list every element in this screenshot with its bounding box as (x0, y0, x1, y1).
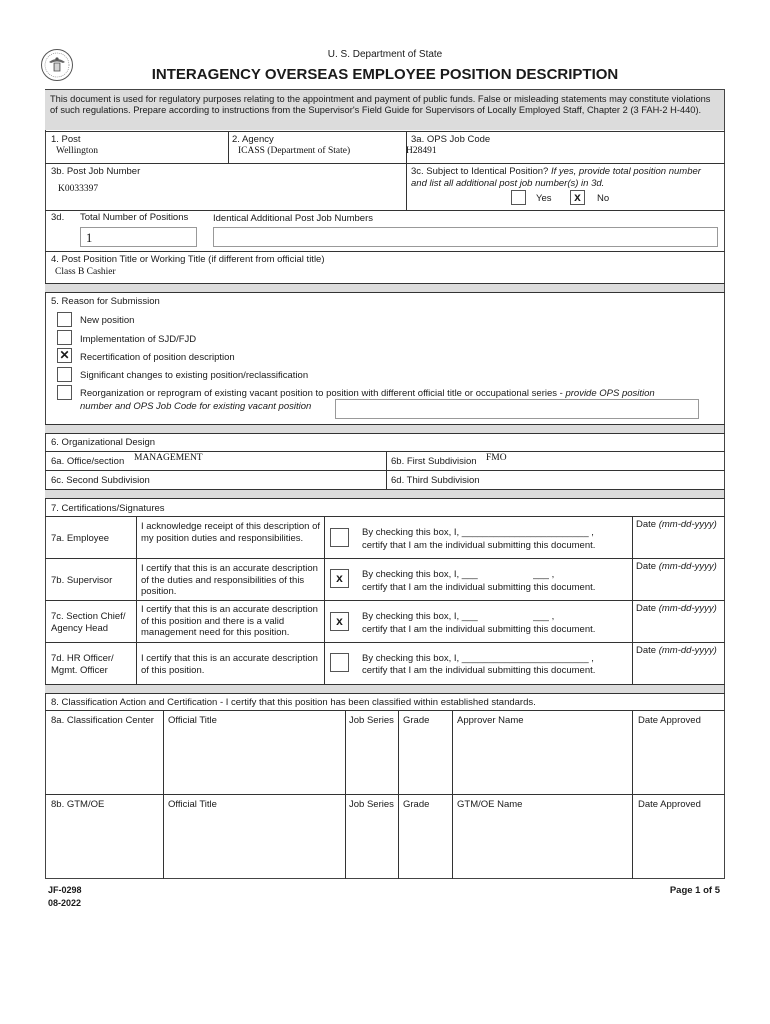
supervisor-certify-statement: certify that I am the individual submitting this document. (362, 582, 596, 593)
date-approved-b-label: Date Approved (638, 799, 701, 810)
post-job-number-label: 3b. Post Job Number (51, 166, 141, 177)
office-section-value[interactable]: MANAGEMENT (134, 453, 203, 463)
reason-reorganization-label: Reorganization or reprogram of existing vacant position to position with different official title or occupational series - provide OPS position (80, 388, 655, 399)
grade-a-label: Grade (403, 715, 430, 726)
org-design-label: 6. Organizational Design (51, 437, 156, 448)
hr-officer-description: I certify that this is an accurate description of this position. (141, 653, 318, 676)
job-series-b-label: Job Series (349, 799, 394, 810)
post-label: 1. Post (51, 134, 81, 145)
employee-certify-line: By checking this box, I, ________________________ , (362, 527, 594, 538)
job-series-a-label: Job Series (349, 715, 394, 726)
reason-sjd-fjd-checkbox[interactable] (57, 330, 72, 345)
reason-new-position-label: New position (80, 315, 135, 326)
post-value[interactable]: Wellington (56, 146, 98, 156)
first-subdivision-label: 6b. First Subdivision (391, 456, 477, 467)
identical-no-label: No (597, 193, 610, 204)
section-chief-certify-statement: certify that I am the individual submitting this document. (362, 624, 596, 635)
intro-text: This document is used for regulatory purposes relating to the appointment and payment of public funds. False or misleading statements may constitute violations of such regulations. Prepare according to instructions from the Supervisor's Field Guide for Supervisors of Locally Employed Staff, Chapter 2 (3 FAH-2 H-440). (50, 94, 711, 115)
spacer-band (45, 490, 724, 498)
reason-reorganization-checkbox[interactable] (57, 385, 72, 400)
certifications-label: 7. Certifications/Signatures (51, 503, 165, 514)
employee-date-label: Date (mm-dd-yyyy) (636, 519, 717, 530)
reason-reorganization-hint: number and OPS Job Code for existing vacant position (80, 401, 312, 412)
form-number: JF-0298 (48, 885, 82, 895)
second-subdivision-label: 6c. Second Subdivision (51, 475, 150, 486)
spacer-band (45, 425, 724, 433)
post-job-number-value[interactable]: K0033397 (58, 184, 99, 194)
grade-b-label: Grade (403, 799, 430, 810)
supervisor-certify-checkbox[interactable]: x (330, 569, 349, 588)
reason-new-position-checkbox[interactable] (57, 312, 72, 327)
section-chief-certify-checkbox[interactable]: x (330, 612, 349, 631)
classification-label: 8. Classification Action and Certification - I certify that this position has been classified within established standards. (51, 697, 536, 708)
page-number: Page 1 of 5 (669, 885, 720, 896)
hr-officer-role: 7d. HR Officer/ Mgmt. Officer (51, 653, 114, 676)
office-section-label: 6a. Office/section (51, 456, 125, 467)
classification-center-label: 8a. Classification Center (51, 715, 154, 726)
first-subdivision-value[interactable]: FMO (486, 453, 507, 463)
reason-recertification-label: Recertification of position description (80, 352, 235, 363)
section-chief-description: I certify that this is an accurate description of this position and there is a valid management need for this position. (141, 604, 318, 638)
section-3d-label: 3d. (51, 212, 65, 223)
position-title-value[interactable]: Class B Cashier (55, 267, 116, 277)
section-chief-role: 7c. Section Chief/ Agency Head (51, 611, 126, 634)
section-chief-date-label: Date (mm-dd-yyyy) (636, 603, 717, 614)
supervisor-date-label: Date (mm-dd-yyyy) (636, 561, 717, 572)
total-positions-input[interactable] (80, 227, 197, 247)
reason-recertification-checkbox[interactable]: ✕ (57, 348, 72, 363)
employee-description: I acknowledge receipt of this description of my position duties and responsibilities. (141, 521, 321, 544)
supervisor-description: I certify that this is an accurate description of the duties and responsibilities of this position. (141, 563, 318, 597)
ops-job-code-label: 3a. OPS Job Code (411, 134, 491, 145)
spacer-band (45, 685, 724, 693)
supervisor-role: 7b. Supervisor (51, 575, 113, 586)
reason-significant-changes-label: Significant changes to existing position/reclassification (80, 370, 309, 381)
hr-officer-certify-line: By checking this box, I, ________________________ , (362, 653, 594, 664)
gtm-oe-label: 8b. GTM/OE (51, 799, 105, 810)
identical-yes-checkbox[interactable] (511, 190, 526, 205)
hr-officer-certify-statement: certify that I am the individual submitting this document. (362, 665, 596, 676)
position-title-label: 4. Post Position Title or Working Title (if different from official title) (51, 254, 325, 265)
employee-certify-checkbox[interactable] (330, 528, 349, 547)
reason-sjd-fjd-label: Implementation of SJD/FJD (80, 334, 197, 345)
identical-no-checkbox[interactable]: x (570, 190, 585, 205)
section-chief-certify-line: By checking this box, I, ___ ___ , (362, 611, 555, 622)
reason-significant-changes-checkbox[interactable] (57, 367, 72, 382)
date-approved-a-label: Date Approved (638, 715, 701, 726)
department-name: U. S. Department of State (327, 49, 443, 60)
hr-officer-certify-checkbox[interactable] (330, 653, 349, 672)
identical-yes-label: Yes (536, 193, 552, 204)
identical-position-label: 3c. Subject to Identical Position? If yes, provide total position number (411, 166, 701, 177)
supervisor-certify-line: By checking this box, I, ___ ___ , (362, 569, 555, 580)
official-title-a-label: Official Title (168, 715, 217, 726)
reason-label: 5. Reason for Submission (51, 296, 160, 307)
spacer-band (45, 284, 724, 292)
total-positions-value: 1 (86, 231, 93, 245)
official-title-b-label: Official Title (168, 799, 217, 810)
identical-job-numbers-label: Identical Additional Post Job Numbers (213, 213, 374, 224)
employee-role: 7a. Employee (51, 533, 110, 544)
form-date: 08-2022 (48, 898, 82, 908)
identical-job-numbers-input[interactable] (213, 227, 718, 247)
form-title: INTERAGENCY OVERSEAS EMPLOYEE POSITION DESCRIPTION (151, 66, 619, 83)
identical-position-hint: and list all additional post job number(s) in 3d. (411, 178, 605, 189)
third-subdivision-label: 6d. Third Subdivision (391, 475, 480, 486)
agency-label: 2. Agency (232, 134, 274, 145)
reorganization-input[interactable] (335, 399, 699, 419)
approver-name-label: Approver Name (457, 715, 524, 726)
ops-job-code-value[interactable]: H28491 (406, 146, 437, 156)
gtm-oe-name-label: GTM/OE Name (457, 799, 523, 810)
employee-certify-statement: certify that I am the individual submitting this document. (362, 540, 596, 551)
total-positions-label: Total Number of Positions (80, 212, 189, 223)
hr-officer-date-label: Date (mm-dd-yyyy) (636, 645, 717, 656)
agency-value[interactable]: ICASS (Department of State) (238, 146, 351, 156)
